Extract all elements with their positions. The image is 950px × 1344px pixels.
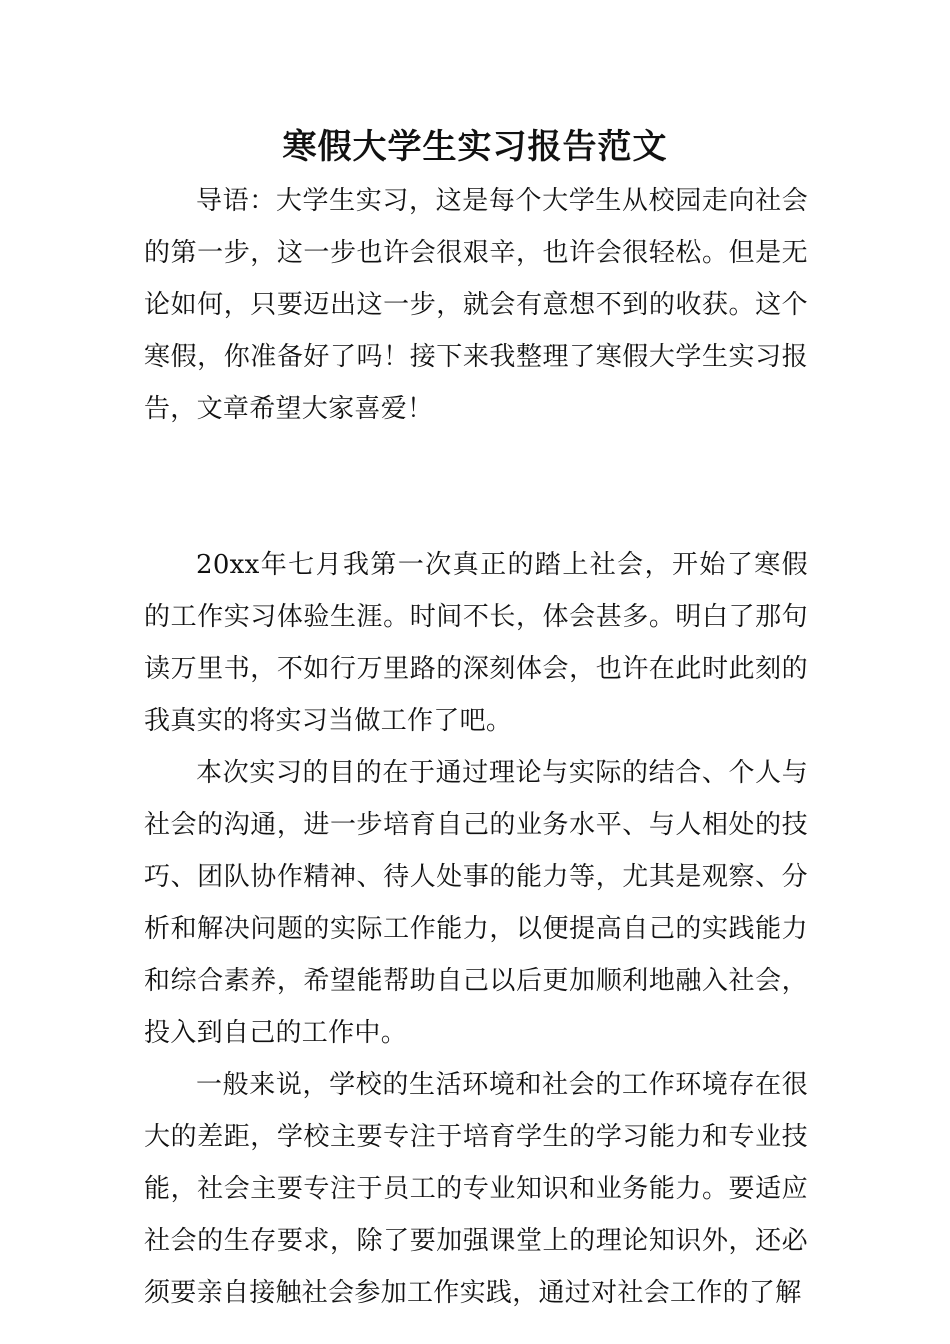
body-paragraph-2: 本次实习的目的在于通过理论与实际的结合、个人与社会的沟通，进一步培育自己的业务水平、与人相处的技巧、团队协作精神、待人处事的能力等，尤其是观察、分析和解决问题的实际工作能力，以便提高自己的实践能力和综合素养，希望能帮助自己以后更加顺利地融入社会，投入到自己的工作中。	[144, 758, 808, 1048]
body-paragraph-3: 一般来说，学校的生活环境和社会的工作环境存在很大的差距，学校主要专注于培育学生的学习能力和专业技能，社会主要专注于员工的专业知识和业务能力。要适应社会的生存要求，除了要加强课堂上的理论知识外，还必须要亲自接触社会参加工作实践，通过对社会工作的了解	[144, 1070, 808, 1308]
document-body	[144, 175, 808, 1319]
paragraph-spacer	[144, 435, 808, 539]
document-title: 寒假大学生实习报告范文	[282, 127, 668, 167]
body-paragraph-1: 20xx年七月我第一次真正的踏上社会，开始了寒假的工作实习体验生涯。时间不长，体会甚多。明白了那句读万里书，不如行万里路的深刻体会，也许在此时此刻的我真实的将实习当做工作了吧。	[144, 550, 808, 736]
intro-paragraph: 导语：大学生实习，这是每个大学生从校园走向社会的第一步，这一步也许会很艰辛，也许会很轻松。但是无论如何，只要迈出这一步，就会有意想不到的收获。这个寒假，你准备好了吗！接下来我整理了寒假大学生实习报告，文章希望大家喜爱！	[144, 186, 808, 424]
